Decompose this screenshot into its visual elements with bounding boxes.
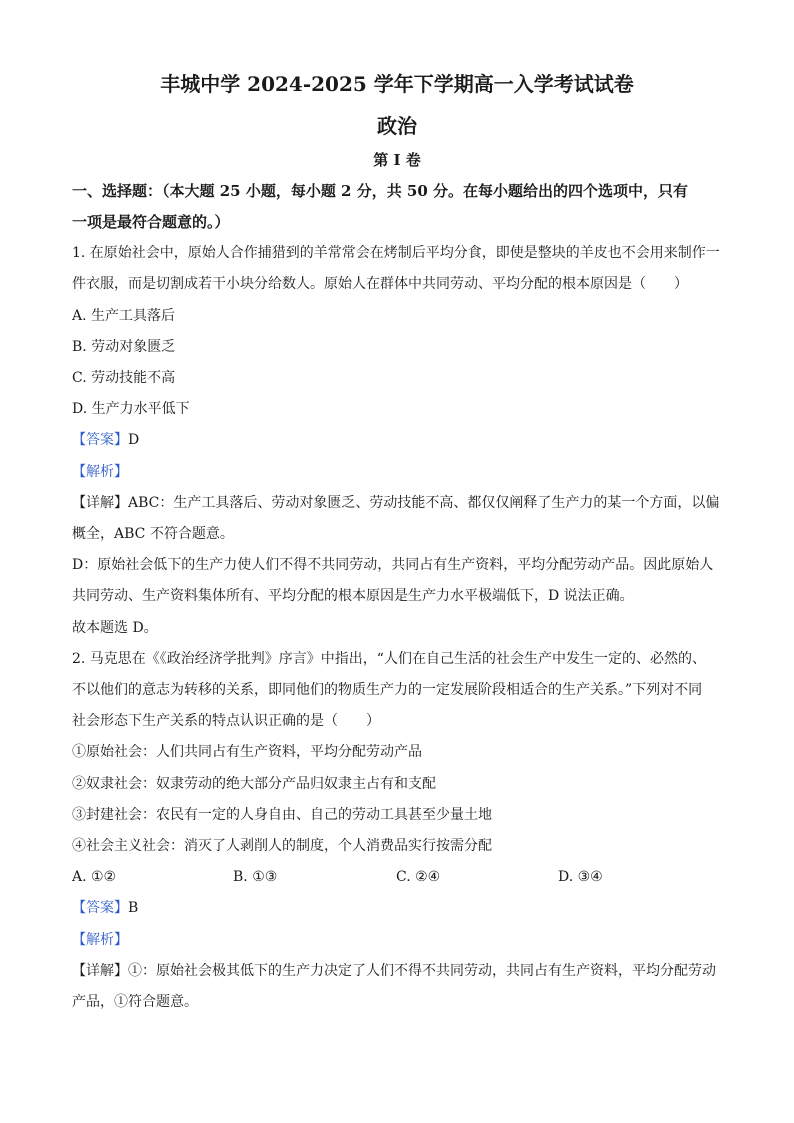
q1-detail-line2: 概全，ABC 不符合题意。: [72, 526, 234, 542]
detail-tag: 【详解】: [72, 495, 128, 511]
q2-option-c: C. ②④: [396, 869, 441, 885]
q2-item-2: ②奴隶社会：奴隶劳动的绝大部分产品归奴隶主占有和支配: [72, 776, 436, 792]
q1-detail-line4: 共同劳动、生产资料集体所有、平均分配的根本原因是生产力水平极端低下，D 说法正确。: [72, 588, 634, 604]
q2-answer-value: B: [128, 900, 139, 916]
q1-analysis-row: [72, 462, 732, 482]
volume-label: 第 I 卷: [373, 151, 421, 169]
q1-stem-line2: 件衣服，而是切割成若干小块分给数人。原始人在群体中共同劳动、平均分配的根本原因是（ ）: [72, 276, 688, 292]
q1-detail-text1: ABC：生产工具落后、劳动对象匮乏、劳动技能不高、都仅仅阐释了生产力的某一个方面，以偏: [128, 495, 720, 511]
q2-detail-line1: [72, 961, 732, 981]
q1-answer-row: [72, 430, 732, 450]
q2-stem-line3: 社会形态下生产关系的特点认识正确的是（ ）: [72, 713, 380, 729]
analysis-tag: 【解析】: [72, 932, 128, 948]
q2-analysis-row: [72, 930, 732, 950]
q1-option-b: B. 劳动对象匮乏: [72, 339, 176, 355]
q1-stem-line1: 1. 在原始社会中，原始人合作捕猎到的羊常常会在烤制后平均分食，即使是整块的羊皮也不会用来制作一: [72, 245, 720, 261]
q1-option-a: A. 生产工具落后: [72, 308, 176, 324]
q2-stem-line2: 不以他们的意志为转移的关系，即同他们的物质生产力的一定发展阶段相适合的生产关系。”下列对不同: [72, 682, 703, 698]
q2-detail-line2: 产品，①符合题意。: [72, 994, 198, 1010]
q2-item-1: ①原始社会：人们共同占有生产资料，平均分配劳动产品: [72, 744, 422, 760]
q2-option-d: D. ③④: [558, 869, 603, 885]
q1-detail-line3: D：原始社会低下的生产力使人们不得不共同劳动，共同占有生产资料，平均分配劳动产品。因此原始人: [72, 557, 714, 573]
q2-option-a: A. ①②: [72, 869, 117, 885]
analysis-tag: 【解析】: [72, 464, 128, 480]
subject-title: 政治: [377, 114, 417, 138]
q2-detail-text1: ①：原始社会极其低下的生产力决定了人们不得不共同劳动，共同占有生产资料，平均分配劳动: [128, 963, 716, 979]
q2-stem-line1: 2. 马克思在《《政治经济学批判》序言》中指出，“人们在自己生活的社会生产中发生一定的、必然的、: [72, 651, 706, 667]
q1-detail-line5: 故本题选 D。: [72, 620, 158, 636]
section-heading-line1: 一、选择题：（本大题 25 小题，每小题 2 分，共 50 分。在每小题给出的四个选项中，只有: [72, 182, 689, 200]
q1-option-d: D. 生产力水平低下: [72, 401, 190, 417]
q2-option-b: B. ①③: [233, 869, 278, 885]
q2-item-4: ④社会主义社会：消灭了人剥削人的制度，个人消费品实行按需分配: [72, 838, 492, 854]
section-heading-line2: 一项是最符合题意的。）: [72, 213, 230, 231]
answer-tag: 【答案】: [72, 900, 128, 916]
answer-tag: 【答案】: [72, 432, 128, 448]
q1-detail-line1: [72, 493, 732, 513]
q2-item-3: ③封建社会：农民有一定的人身自由、自己的劳动工具甚至少量土地: [72, 807, 492, 823]
q1-answer-value: D: [128, 432, 140, 448]
detail-tag: 【详解】: [72, 963, 128, 979]
exam-title: 丰城中学 2024-2025 学年下学期高一入学考试试卷: [160, 72, 634, 96]
q1-option-c: C. 劳动技能不高: [72, 370, 176, 386]
q2-answer-row: [72, 898, 732, 918]
